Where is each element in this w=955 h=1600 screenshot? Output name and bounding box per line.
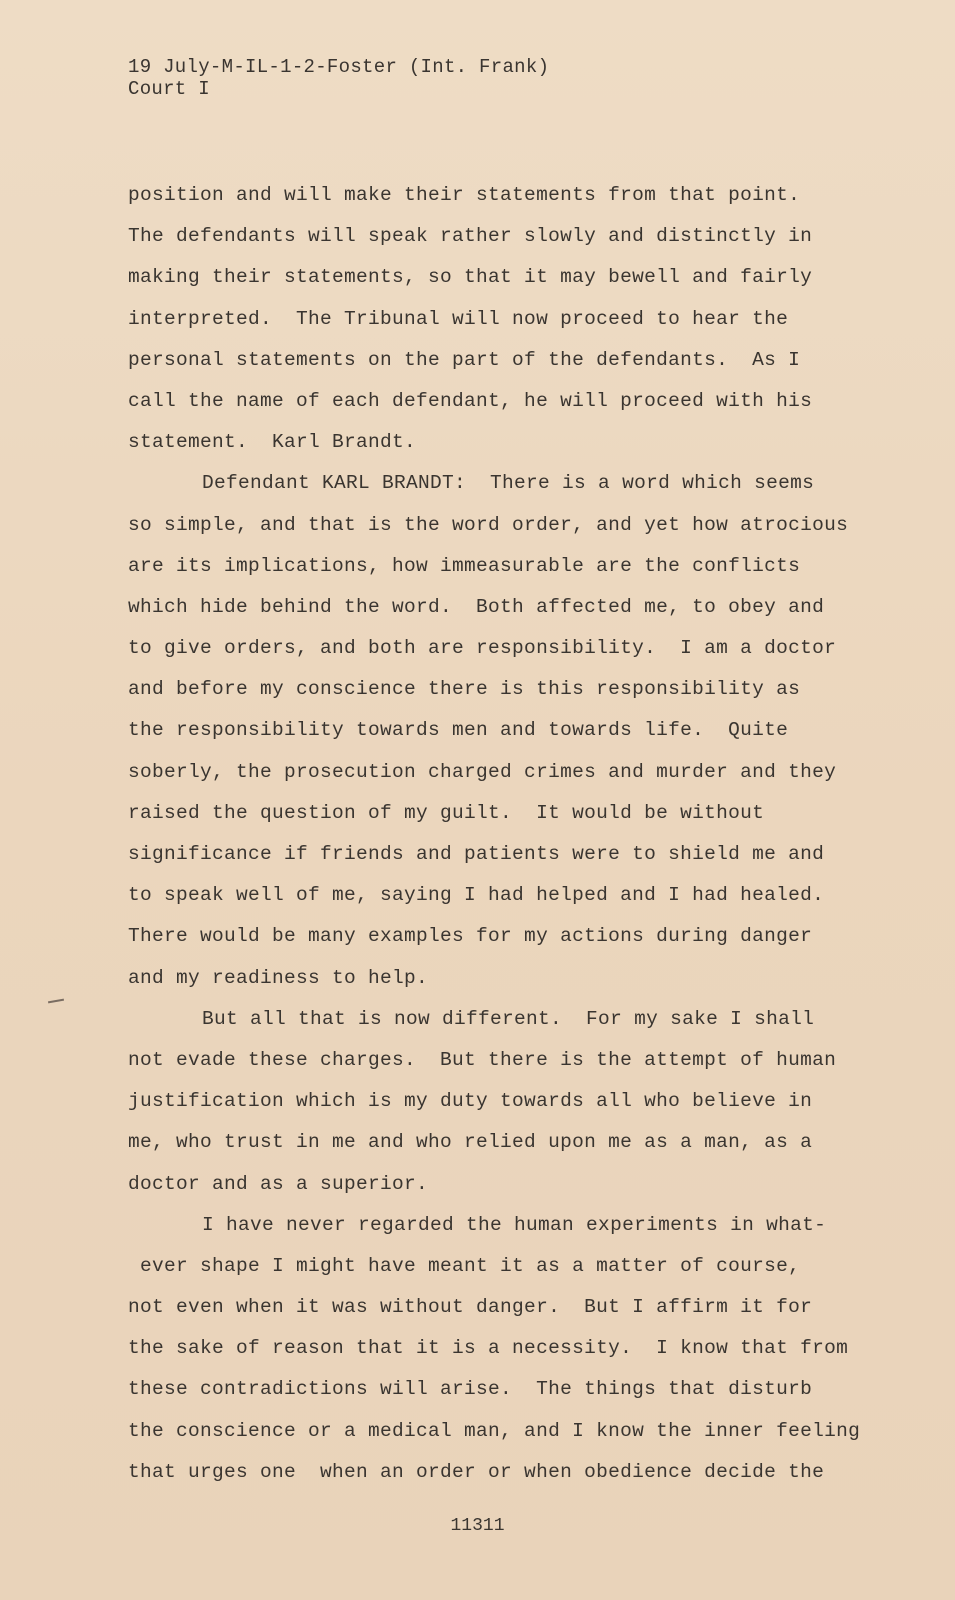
- text-line: personal statements on the part of the defendants. As I: [128, 348, 801, 371]
- text-line: position and will make their statements from that point.: [128, 184, 801, 206]
- text-line: that urges one when an order or when obedience decide the: [128, 1460, 825, 1483]
- margin-mark: [48, 999, 64, 1004]
- text-line: making their statements, so that it may bewell and fairly: [128, 266, 813, 289]
- text-line: The defendants will speak rather slowly and distinctly in: [128, 225, 813, 248]
- text-line: raised the question of my guilt. It would be without: [128, 801, 765, 824]
- text-line: significance if friends and patients were to shield me and: [128, 843, 825, 865]
- text-line: ever shape I might have meant it as a matter of course,: [128, 1254, 801, 1277]
- header-line-2: Court I: [128, 78, 210, 100]
- page-number: 11311: [450, 1516, 505, 1536]
- text-line: me, who trust in me and who relied upon me as a man, as a: [128, 1131, 813, 1154]
- text-line: interpreted. The Tribunal will now proceed to hear the: [128, 307, 789, 330]
- text-line: these contradictions will arise. The things that disturb: [128, 1378, 813, 1401]
- text-line: call the name of each defendant, he will proceed with his: [128, 389, 813, 412]
- text-line: are its implications, how immeasurable are the conflicts: [128, 554, 801, 577]
- text-line: I have never regarded the human experiments in what-: [202, 1213, 827, 1236]
- header-line-1: 19 July-M-IL-1-2-Foster (Int. Frank): [128, 56, 550, 78]
- text-line: not evade these charges. But there is the attempt of human: [128, 1048, 837, 1071]
- text-line: statement. Karl Brandt.: [128, 431, 417, 454]
- text-line: soberly, the prosecution charged crimes and murder and they: [128, 760, 837, 783]
- text-line: But all that is now different. For my sake I shall: [202, 1007, 815, 1030]
- text-line: to speak well of me, saying I had helped and I had healed.: [128, 884, 825, 907]
- text-line: and my readiness to help.: [128, 966, 429, 989]
- text-line: There would be many examples for my actions during danger: [128, 925, 813, 948]
- text-line: which hide behind the word. Both affected me, to obey and: [128, 595, 825, 618]
- text-line: the responsibility towards men and towards life. Quite: [128, 719, 789, 742]
- text-line: the sake of reason that it is a necessity. I know that from: [128, 1337, 849, 1360]
- text-line: justification which is my duty towards all who believe in: [128, 1090, 813, 1113]
- document-header: [128, 56, 549, 100]
- text-line: not even when it was without danger. But I affirm it for: [128, 1296, 813, 1319]
- text-line: Defendant KARL BRANDT: There is a word which seems: [202, 472, 815, 495]
- text-line: doctor and as a superior.: [128, 1172, 429, 1195]
- text-line: the conscience or a medical man, and I know the inner feeling: [128, 1419, 861, 1442]
- text-line: to give orders, and both are responsibility. I am a doctor: [128, 637, 837, 660]
- text-line: and before my conscience there is this responsibility as: [128, 678, 801, 701]
- text-line: so simple, and that is the word order, and yet how atrocious: [128, 513, 849, 536]
- document-body: [128, 175, 898, 1493]
